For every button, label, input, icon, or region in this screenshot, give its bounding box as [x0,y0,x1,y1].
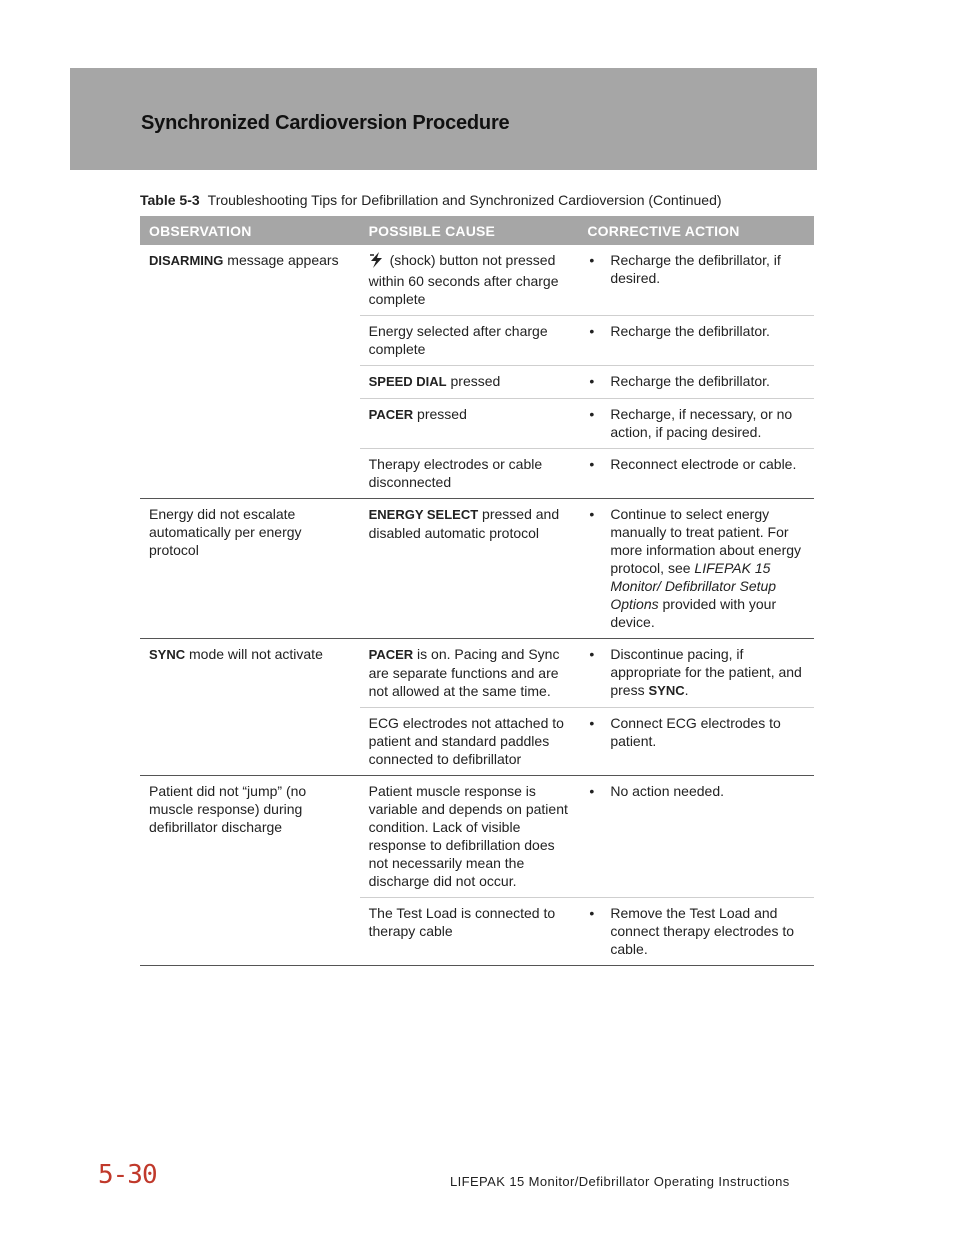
troubleshooting-table [140,216,814,966]
cause-cell: ENERGY SELECT pressed and disabled automatic protocol [360,499,579,639]
section-title: Synchronized Cardioversion Procedure [141,112,510,134]
bullet: • [589,783,595,799]
bullet: • [589,456,595,472]
action-cell: • Recharge, if necessary, or no action, if pacing desired. [578,399,814,449]
column-header-corrective-action: CORRECTIVE ACTION [578,216,814,245]
table-row [140,639,814,708]
bullet: • [589,406,595,422]
keyword: SYNC [149,647,186,662]
cause-cell: ECG electrodes not attached to patient and standard paddles connected to defibrillator [360,708,579,776]
action-cell: • Discontinue pacing, if appropriate for the patient, and press SYNC. [578,639,814,708]
action-cell: • Recharge the defibrillator. [578,366,814,399]
section-header-band [70,68,817,170]
action-cell: • Remove the Test Load and connect therapy electrodes to cable. [578,898,814,966]
table-row [140,499,814,639]
keyword: ENERGY SELECT [368,507,479,522]
bullet: • [589,905,595,921]
bullet: • [589,715,595,731]
observation-cell: Energy did not escalate automatically per energy protocol [140,499,360,639]
cause-cell: PACER pressed [360,399,579,449]
bullet: • [589,323,595,339]
action-cell: • Recharge the defibrillator, if desired. [589,252,781,286]
keyword: SYNC [648,683,685,698]
table-caption-text: Troubleshooting Tips for Defibrillation and Synchronized Cardioversion (Continued) [207,192,722,208]
action-cell: • No action needed. [578,776,814,898]
bullet: • [589,646,595,662]
cause-cell: Therapy electrodes or cable disconnected [360,449,579,499]
table-number: Table 5-3 [140,192,200,208]
document-reference: LIFEPAK 15 Monitor/ Defibrillator Setup Options [610,560,777,612]
observation-cell: DISARMING message appears [140,245,360,499]
footer-document-title: LIFEPAK 15 Monitor/Defibrillator Operating Instructions [450,1174,790,1189]
cause-cell: SPEED DIAL pressed [360,366,579,399]
observation-cell: Patient did not “jump” (no muscle response) during defibrillator discharge [140,776,360,966]
bullet: • [589,506,595,522]
bullet: • [589,252,595,268]
bullet: • [589,373,595,389]
page-number: 5-30 [98,1160,157,1190]
table-header-row [140,216,814,245]
cause-cell: The Test Load is connected to therapy cable [360,898,579,966]
column-header-possible-cause: POSSIBLE CAUSE [360,216,579,245]
keyword: SPEED DIAL [368,374,447,389]
column-header-observation: OBSERVATION [140,216,360,245]
keyword: DISARMING [149,253,224,268]
cause-cell: Patient muscle response is variable and depends on patient condition. Lack of visible response to defibrillation does not necessarily mean the discharge did not occur. [360,776,579,898]
shock-button-icon [369,252,384,272]
action-cell: • Recharge the defibrillator. [578,316,814,366]
table-row [140,245,814,316]
cause-cell: (shock) button not pressed within 60 seconds after charge complete [368,252,559,307]
table-row [140,776,814,898]
cause-cell: Energy selected after charge complete [360,316,579,366]
cause-cell: PACER is on. Pacing and Sync are separate functions and are not allowed at the same time. [360,639,579,708]
table-caption [140,192,722,208]
observation-cell: SYNC mode will not activate [140,639,360,776]
keyword: PACER [368,647,414,662]
action-cell: • Connect ECG electrodes to patient. [578,708,814,776]
action-cell: • Continue to select energy manually to treat patient. For more information about energy protocol, see LIFEPAK 15 Monitor/ Defibrillator Setup Options provided with your device. [578,499,814,639]
action-cell: • Reconnect electrode or cable. [578,449,814,499]
keyword: PACER [368,407,414,422]
